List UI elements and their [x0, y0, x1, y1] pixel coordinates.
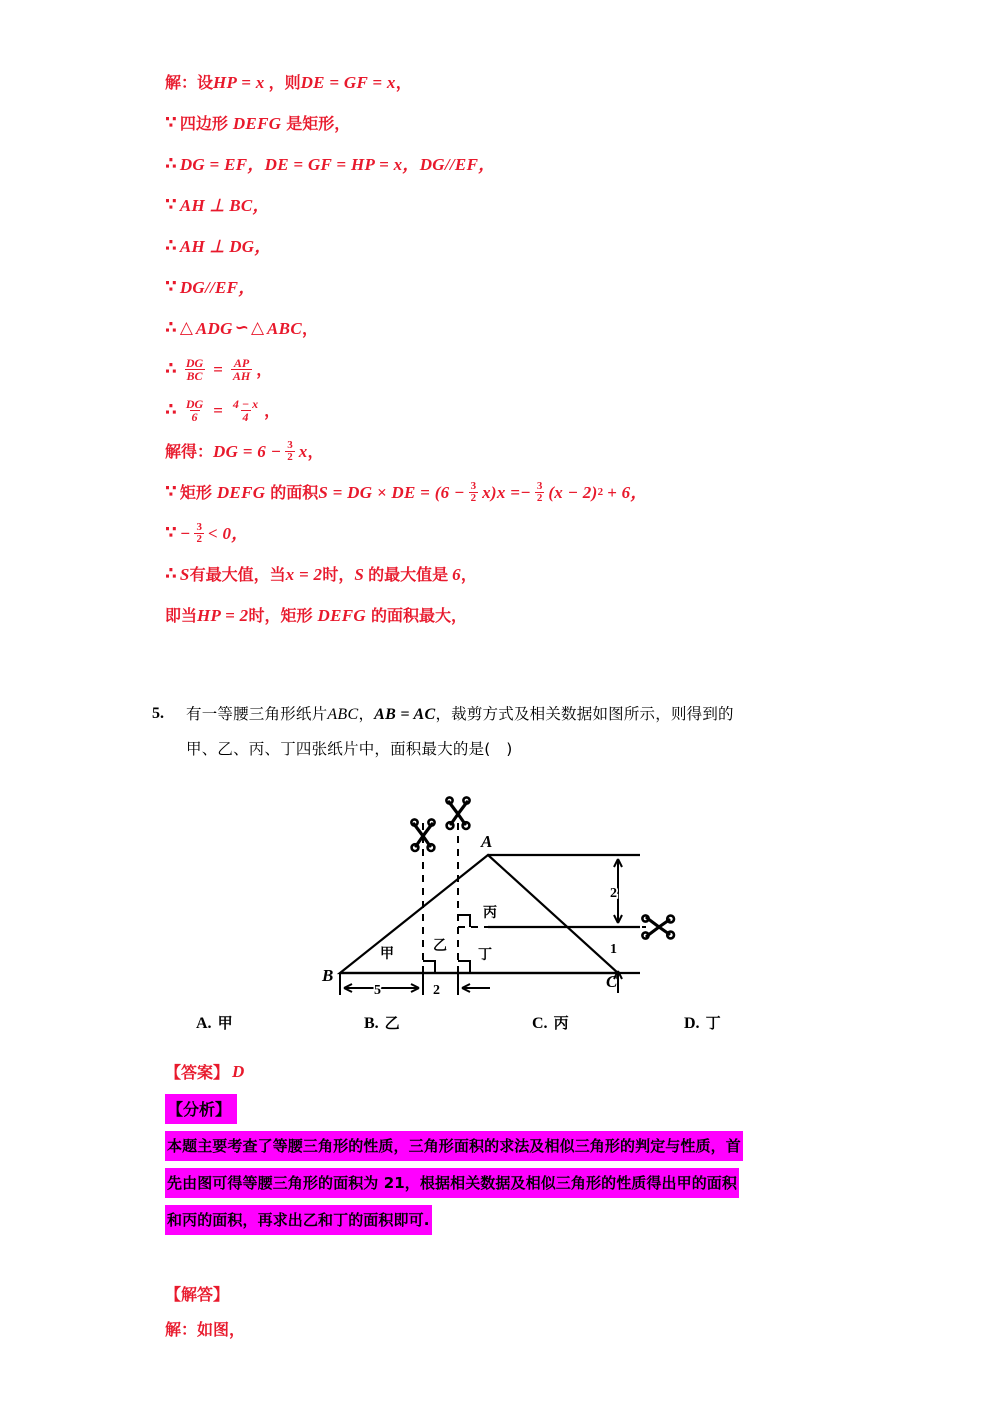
- dimension-label-1-right: 1: [610, 942, 617, 957]
- dimension-label-2-right: 2: [610, 886, 617, 901]
- therefore-symbol-3: ∴: [165, 318, 177, 338]
- because-symbol-2: ∵: [165, 195, 177, 215]
- vertex-label-C: C: [606, 972, 618, 991]
- line13-var3: S: [354, 565, 365, 584]
- line11-tail: (x − 2): [548, 483, 598, 502]
- choice-A-label: A.: [196, 1015, 212, 1032]
- dimension-base-mid: [458, 973, 490, 995]
- therefore-symbol-2: ∴: [165, 236, 177, 256]
- question-text-1: [186, 697, 734, 732]
- line13-cjk1: 有最大值，当: [189, 564, 286, 584]
- fraction-numerator: DG: [185, 397, 204, 411]
- answer-choices: [196, 1012, 816, 1033]
- line14-var2: DEFG: [317, 606, 366, 625]
- line13-var4: 6: [452, 565, 461, 584]
- line1-comma1: ，则: [268, 72, 301, 92]
- answer-value: D: [232, 1061, 245, 1081]
- fraction-denominator: 6: [191, 410, 198, 424]
- line7-var1: ADG: [195, 319, 233, 338]
- therefore-symbol-6: ∴: [165, 564, 177, 584]
- solution-line-9: [165, 390, 865, 431]
- line14-cjk3: 的面积最大，: [370, 605, 467, 625]
- line11-exponent: 2: [597, 486, 604, 498]
- scissors-icon-right: [642, 915, 674, 938]
- line12-minus: −: [179, 524, 191, 543]
- solution-line-7: [165, 308, 865, 349]
- analysis-line-2: 先由图可得等腰三角形的面积为 21，根据相关数据及相似三角形的性质得出甲的面积: [165, 1168, 739, 1198]
- choice-A-value: 甲: [217, 1014, 233, 1032]
- fraction-numerator: 3: [470, 480, 477, 492]
- solve-line: 解：如图，: [165, 1319, 246, 1339]
- choice-D[interactable]: [684, 1012, 721, 1033]
- line6-body: DG//EF，: [179, 278, 256, 297]
- dimension-label-2-base: 2: [433, 983, 440, 998]
- analysis-block: [165, 1090, 865, 1238]
- solution-line-11: [165, 472, 865, 513]
- solution-line-4: [165, 185, 865, 226]
- fraction-three-halves-4: [194, 522, 204, 545]
- line12-rest: < 0，: [207, 524, 249, 543]
- because-symbol-4: ∵: [165, 482, 177, 502]
- fraction-numerator: DG: [185, 356, 204, 370]
- fraction-numerator: AP: [233, 356, 250, 370]
- fraction-dg-6: [184, 398, 205, 423]
- line11-plus: + 6，: [607, 483, 648, 502]
- choice-D-value: 丁: [705, 1014, 721, 1032]
- line11-expr1: S = DG × DE = (6 −: [318, 483, 465, 502]
- line11-var1: DEFG: [216, 483, 266, 502]
- fraction-denominator: 2: [470, 492, 477, 504]
- line13-var2: x = 2: [285, 565, 323, 584]
- analysis-tag: 【分析】: [165, 1094, 237, 1124]
- question-block: [152, 697, 872, 766]
- question-var-ab-ac: AB = AC: [374, 706, 436, 723]
- similar-symbol: ∽: [234, 318, 249, 338]
- analysis-tag-row: [165, 1090, 865, 1127]
- solution-line-13: [165, 554, 865, 595]
- analysis-line-1: 本题主要考查了等腰三角形的性质，三角形面积的求法及相似三角形的判定与性质，首: [165, 1131, 743, 1161]
- line8-equals: =: [213, 360, 223, 379]
- line3-body: DG = EF，DE = GF = HP = x，DG//EF，: [179, 155, 496, 174]
- line13-cjk2: 时，: [322, 564, 355, 584]
- solve-tag: 【解答】: [165, 1284, 230, 1304]
- solution-line-1: [165, 62, 865, 103]
- figure-svg: [318, 795, 678, 1010]
- line10-x: x: [298, 442, 308, 461]
- solve-tag-row: [165, 1275, 245, 1311]
- line7-end: ，: [301, 318, 318, 338]
- choice-C[interactable]: [532, 1012, 684, 1033]
- choice-A[interactable]: [196, 1012, 364, 1033]
- solve-block: [165, 1275, 245, 1345]
- line9-equals: =: [213, 401, 223, 420]
- because-symbol-3: ∵: [165, 277, 177, 297]
- line10-expr: DG = 6 −: [213, 442, 282, 461]
- line1-prefix: 解：设: [165, 72, 214, 92]
- solution-line-8: [165, 349, 865, 390]
- line13-cjk3: 的最大值是: [368, 564, 449, 584]
- therefore-symbol-4: ∴: [165, 359, 177, 379]
- fraction-ap-ah: [231, 357, 252, 382]
- line11-mid: x)x =−: [482, 483, 531, 502]
- line7-var2: ABC: [267, 319, 302, 338]
- fraction-denominator: 4: [242, 410, 249, 424]
- fraction-denominator: 2: [536, 492, 543, 504]
- line9-end: ，: [264, 400, 281, 420]
- choice-B-label: B.: [364, 1015, 379, 1032]
- line1-comma2: ，: [395, 72, 412, 92]
- solution-line-5: [165, 226, 865, 267]
- fraction-denominator: AH: [232, 369, 251, 383]
- fraction-numerator: 4 − x: [232, 397, 259, 411]
- because-symbol: ∵: [165, 113, 177, 133]
- analysis-text-row-2: [165, 1164, 865, 1201]
- line2-var: DEFG: [232, 114, 282, 133]
- region-label-jia: 甲: [380, 946, 394, 962]
- triangle-cut-figure: [318, 795, 678, 1010]
- fraction-three-halves-3: [535, 481, 545, 504]
- line8-end: ，: [256, 359, 273, 379]
- choice-C-label: C.: [532, 1015, 548, 1032]
- answer-line: [165, 1053, 865, 1090]
- because-symbol-5: ∵: [165, 523, 177, 543]
- fraction-three-halves-2: [469, 481, 479, 504]
- line11-cjk2: 的面积: [270, 482, 319, 502]
- question-line-1: [152, 697, 872, 732]
- answer-block: [165, 1053, 865, 1090]
- line13-end: ，: [460, 564, 477, 584]
- line13-var1: S: [179, 565, 190, 584]
- question-text-2: 甲、乙、丙、丁四张纸片中，面积最大的是( ): [186, 740, 513, 758]
- fraction-numerator: 3: [287, 439, 293, 451]
- dimension-base-left: [340, 973, 423, 995]
- analysis-text-row-3: [165, 1201, 865, 1238]
- fraction-numerator: 3: [536, 480, 543, 492]
- solution-line-12: [165, 513, 865, 554]
- question-text-c: ，裁剪方式及相关数据如图所示，则得到的: [435, 705, 734, 723]
- question-text-a: 有一等腰三角形纸片: [186, 705, 328, 723]
- region-label-yi: 乙: [433, 938, 447, 954]
- line11-cjk1: 矩形: [179, 482, 212, 502]
- dimension-label-5: 5: [374, 983, 381, 998]
- line10-prefix: 解得：: [165, 441, 214, 461]
- choice-D-label: D.: [684, 1015, 700, 1032]
- line4-body: AH ⊥ BC，: [179, 196, 270, 215]
- triangle-symbol-1: △: [179, 318, 193, 338]
- fraction-denominator: 2: [287, 451, 293, 463]
- region-label-bing: 丙: [483, 905, 497, 921]
- solution-line-3: [165, 144, 865, 185]
- analysis-text-row-1: [165, 1127, 865, 1164]
- solution-line-14: [165, 595, 865, 636]
- fraction-three-halves-1: [285, 440, 295, 463]
- fraction-4minusx-4: [231, 398, 260, 423]
- solution-line-2: [165, 103, 865, 144]
- line1-var1: HP: [213, 73, 238, 92]
- solve-line-row: [165, 1311, 245, 1345]
- fraction-denominator: 2: [196, 533, 202, 545]
- solution-line-6: [165, 267, 865, 308]
- therefore-symbol-5: ∴: [165, 400, 177, 420]
- vertex-label-A: A: [481, 832, 493, 851]
- line14-cjk2: 时，矩形: [248, 605, 313, 625]
- question-var-abc: ABC: [327, 706, 359, 723]
- fraction-numerator: 3: [196, 521, 202, 533]
- solution-block: [165, 62, 865, 636]
- analysis-line-3: 和丙的面积，再求出乙和丁的面积即可.: [165, 1205, 432, 1235]
- question-number: 5.: [152, 705, 164, 722]
- choice-C-value: 丙: [553, 1014, 569, 1032]
- line1-var2: DE = GF = x: [300, 73, 396, 92]
- line2-cjk1: 四边形: [179, 113, 228, 133]
- line14-var1: HP = 2: [197, 606, 249, 625]
- region-label-ding: 丁: [478, 947, 492, 963]
- therefore-symbol: ∴: [165, 154, 177, 174]
- line1-eq: = x: [241, 73, 265, 92]
- vertex-label-B: B: [322, 966, 334, 985]
- line14-cjk1: 即当: [165, 605, 198, 625]
- solution-line-10: [165, 431, 865, 472]
- fraction-dg-bc: [184, 357, 205, 382]
- answer-tag: 【答案】: [165, 1063, 230, 1082]
- choice-B-value: 乙: [384, 1014, 400, 1032]
- question-text-b: ，: [358, 705, 375, 723]
- fraction-denominator: BC: [186, 369, 203, 383]
- question-line-2: [186, 732, 872, 766]
- line10-end: ，: [307, 441, 324, 461]
- line5-body: AH ⊥ DG，: [179, 237, 272, 256]
- line2-cjk2: 是矩形，: [286, 113, 351, 133]
- triangle-symbol-2: △: [250, 318, 265, 338]
- choice-B[interactable]: [364, 1012, 532, 1033]
